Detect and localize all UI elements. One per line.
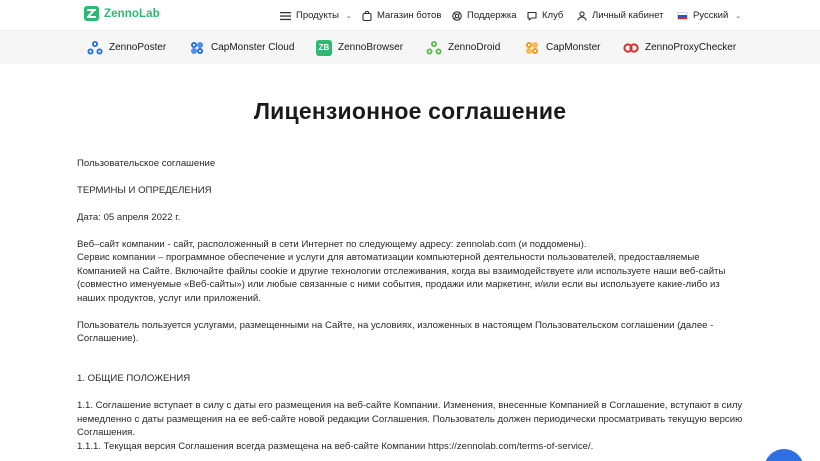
- nav-shop-label: Магазин ботов: [377, 10, 442, 21]
- zennoproxychecker-icon: [623, 40, 639, 56]
- product-label: ZennoPoster: [109, 42, 167, 53]
- products-bar: [0, 31, 820, 64]
- product-zennodroid[interactable]: [426, 31, 500, 64]
- russia-flag-icon: [677, 12, 688, 20]
- user-icon: [577, 11, 587, 21]
- hamburger-icon: [280, 11, 291, 21]
- product-label: CapMonster Cloud: [211, 42, 295, 53]
- product-zennoproxychecker[interactable]: [623, 31, 736, 64]
- paragraph-website-definition: Веб–сайт компании - сайт, расположенный в сети Интернет по следующему адресу: zennolab.com (и поддомены).: [77, 239, 587, 250]
- zennolab-logo-icon: [84, 6, 99, 21]
- language-selector[interactable]: [677, 0, 741, 31]
- product-label: ZennoProxyChecker: [645, 42, 737, 53]
- nav-support-label: Поддержка: [467, 10, 517, 21]
- chevron-down-icon: ⌄: [735, 12, 742, 20]
- logo-text: ZennoLab: [104, 7, 160, 20]
- product-zennobrowser[interactable]: [316, 31, 403, 64]
- chat-widget-button[interactable]: [764, 449, 804, 461]
- nav-support[interactable]: [452, 0, 517, 31]
- capmonster-cloud-icon: [189, 40, 205, 56]
- zennodroid-icon: [426, 40, 442, 56]
- page-title: Лицензионное соглашение: [253, 98, 567, 124]
- language-label: Русский: [693, 10, 729, 21]
- paragraph-date: Дата: 05 апреля 2022 г.: [77, 212, 181, 223]
- capmonster-icon: [524, 40, 540, 56]
- paragraph-general-provisions-heading: 1. ОБЩИЕ ПОЛОЖЕНИЯ: [77, 373, 191, 385]
- product-label: CapMonster: [546, 42, 601, 53]
- nav-personal-account[interactable]: [577, 0, 663, 31]
- product-label: ZennoBrowser: [338, 42, 404, 53]
- nav-products[interactable]: [280, 0, 352, 31]
- nav-club[interactable]: [527, 0, 563, 31]
- paragraph-terms-heading: ТЕРМИНЫ И ОПРЕДЕЛЕНИЯ: [77, 185, 212, 196]
- nav-cabinet-label: Личный кабинет: [592, 10, 664, 21]
- bag-icon: [362, 11, 372, 21]
- chat-icon: [527, 11, 537, 21]
- nav-club-label: Клуб: [542, 10, 564, 21]
- product-label: ZennoDroid: [448, 42, 501, 53]
- zennobrowser-icon: ZB: [316, 40, 332, 56]
- agreement-text: [77, 157, 747, 453]
- product-capmonster-cloud[interactable]: [189, 31, 294, 64]
- product-zennoposter[interactable]: [87, 31, 166, 64]
- nav-products-label: Продукты: [296, 10, 339, 21]
- paragraph-user-agreement: Пользовательское соглашение: [77, 158, 216, 169]
- paragraph-user-terms: Пользователь пользуется услугами, размещенными на Сайте, на условиях, изложенных в настоящем Пользовательском соглашении (далее - Соглашение).: [77, 319, 714, 345]
- top-header: [0, 0, 820, 31]
- lifebuoy-icon: [452, 11, 462, 21]
- paragraph-1-1-1: 1.1.1. Текущая версия Соглашения всегда размещена на веб-сайте Компании https://zennolab.com/terms-of-service/.: [77, 440, 594, 452]
- paragraph-service-definition: Сервис компании – программное обеспечение и услуги для автоматизации компьютерной деятельности пользователей, предоставляемые Компанией на Сайте. Включайте файлы cookie и другие технологии отслеживания, когда вы взаимодействуете или используете наши веб-сайты (совместно именуемые «Веб-сайты») или любые связанные с ними события, продажи или маркетинг, и/или если вы используете какие-либо из наших продуктов, услуг или приложений.: [77, 252, 726, 304]
- zennoposter-icon: [87, 40, 103, 56]
- paragraph-1-1: 1.1. Соглашение вступает в силу с даты его размещения на веб-сайте Компании. Изменения, внесенные Компанией в Соглашение, вступают в силу немедленно с даты размещения на ее веб-сайте новой редакции Соглашения. Пользователь должен периодически просматривать текущую версию Соглашения.: [77, 400, 743, 439]
- zennolab-logo[interactable]: [84, 6, 160, 21]
- nav-bot-shop[interactable]: [362, 0, 441, 31]
- product-capmonster[interactable]: [524, 31, 600, 64]
- chevron-down-icon: ⌄: [345, 12, 352, 20]
